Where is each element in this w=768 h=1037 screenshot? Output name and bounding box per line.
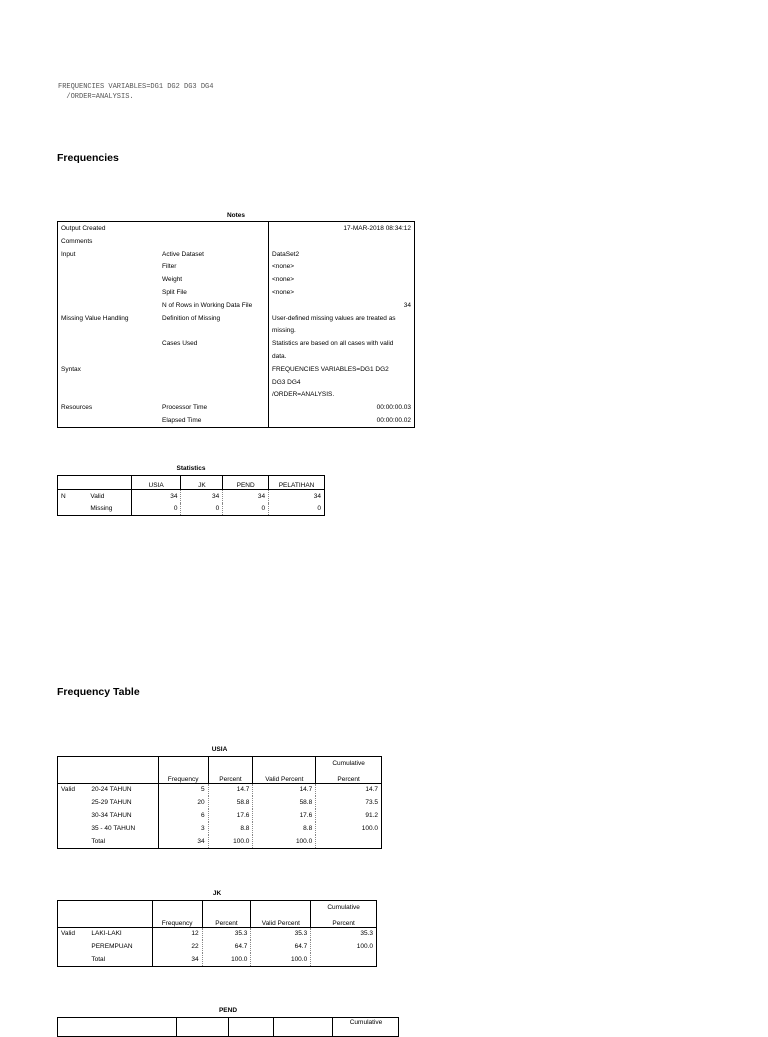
notes-row-value: <none> <box>272 276 295 284</box>
cell-percent: 17.6 <box>208 809 253 822</box>
row-label: 25-29 TAHUN <box>88 796 158 809</box>
jk-table <box>57 900 377 967</box>
col-header-valid-percent: Valid Percent <box>251 901 311 928</box>
notes-table <box>57 221 415 428</box>
stat-col-header: PEND <box>223 476 269 490</box>
cell-frequency: 34 <box>197 837 205 845</box>
table-row <box>58 940 377 953</box>
section-heading-frequency-table: Frequency Table <box>57 686 140 698</box>
cell-value: 0 <box>269 503 325 516</box>
cell-frequency: 6 <box>200 812 205 820</box>
cell-valid-percent: 58.8 <box>253 796 316 809</box>
cell-valid-percent: 64.7 <box>251 940 311 953</box>
syntax-line: FREQUENCIES VARIABLES=DG1 DG2 DG3 DG4 <box>58 83 214 91</box>
pend-title: PEND <box>218 1007 238 1014</box>
cell-percent: 100.0 <box>202 953 251 966</box>
notes-row-sublabel: Active Dataset <box>162 250 204 258</box>
col-header-frequency: Frequency <box>152 901 202 928</box>
cell-frequency: 5 <box>200 786 205 794</box>
notes-row-label: Output Created <box>61 225 106 232</box>
pend-table <box>57 1017 399 1037</box>
cell-cumulative-percent: 14.7 <box>316 783 382 796</box>
cell-frequency: 12 <box>191 930 199 938</box>
row-group: Valid <box>61 930 75 938</box>
notes-row-sublabel: Cases Used <box>162 340 198 348</box>
statistics-title: Statistics <box>176 465 206 472</box>
row-group <box>58 809 89 822</box>
cell-value: 0 <box>181 503 223 516</box>
col-header-cumulative: Cumulative <box>316 757 382 770</box>
table-row <box>58 783 382 796</box>
col-header-percent: Percent <box>202 901 251 928</box>
cell-valid-percent: 17.6 <box>253 809 316 822</box>
cell-value: 34 <box>181 489 223 502</box>
notes-row-sublabel: Split File <box>162 289 187 296</box>
row-label: 20-24 TAHUN <box>88 783 158 796</box>
notes-row-sublabel: N of Rows in Working Data File <box>162 301 253 309</box>
row-group <box>58 503 88 516</box>
row-group <box>58 822 89 835</box>
cell-cumulative-percent: 35.3 <box>311 927 377 940</box>
notes-row-value: 00:00:00.03 <box>376 404 411 412</box>
cell-valid-percent: 100.0 <box>253 835 316 848</box>
stat-col-header: USIA <box>131 476 181 490</box>
notes-title: Notes <box>226 212 246 219</box>
row-label: LAKI-LAKI <box>88 927 152 940</box>
col-header-valid-percent: Valid Percent <box>253 757 316 784</box>
notes-row-value: DataSet2 <box>272 250 300 258</box>
notes-row-value: Statistics are based on all cases with valid <box>272 340 394 348</box>
cell-cumulative-percent <box>311 953 377 966</box>
cell-frequency: 34 <box>191 956 199 964</box>
cell-value: 34 <box>223 489 269 502</box>
notes-row-label: Comments <box>61 237 93 245</box>
cell-percent: 64.7 <box>202 940 251 953</box>
notes-row-value: data. <box>272 353 287 360</box>
table-row <box>58 489 325 502</box>
notes-row-sublabel: Definition of Missing <box>162 314 221 322</box>
cell-cumulative-percent: 91.2 <box>316 809 382 822</box>
table-row <box>58 927 377 940</box>
syntax-block <box>58 82 213 102</box>
col-header-frequency: Frequency <box>158 757 208 784</box>
notes-row-value: DG3 DG4 <box>272 378 301 386</box>
notes-row-value: 34 <box>403 301 411 309</box>
cell-cumulative-percent: 100.0 <box>311 940 377 953</box>
notes-row-sublabel: Elapsed Time <box>162 417 202 424</box>
row-label: Total <box>88 835 158 848</box>
row-group <box>58 940 89 953</box>
cell-percent: 35.3 <box>202 927 251 940</box>
cell-percent: 100.0 <box>208 835 253 848</box>
cell-value: 34 <box>269 489 325 502</box>
notes-row-value: missing. <box>272 327 296 335</box>
col-header-percent: Percent <box>208 757 253 784</box>
statistics-table <box>57 475 325 516</box>
cell-cumulative-percent: 100.0 <box>316 822 382 835</box>
row-label: Total <box>88 953 152 966</box>
section-heading-frequencies: Frequencies <box>57 152 119 164</box>
row-label: Missing <box>87 503 131 516</box>
row-label: 35 - 40 TAHUN <box>88 822 158 835</box>
row-label: Valid <box>87 489 131 502</box>
col-header-cumulative-percent: Percent <box>311 914 377 927</box>
notes-row-value: /ORDER=ANALYSIS. <box>272 391 335 399</box>
cell-valid-percent: 14.7 <box>253 783 316 796</box>
jk-title: JK <box>212 890 222 897</box>
notes-row-label: Input <box>61 250 76 258</box>
cell-value: 0 <box>173 505 178 513</box>
notes-row-value: 17-MAR-2018 08:34:12 <box>343 225 411 232</box>
stat-col-header: PELATIHAN <box>269 476 325 490</box>
notes-row-value: <none> <box>272 289 295 296</box>
syntax-line: /ORDER=ANALYSIS. <box>58 93 134 101</box>
stat-col-header: JK <box>181 476 223 490</box>
notes-row-sublabel: Filter <box>162 263 177 271</box>
cell-percent: 58.8 <box>208 796 253 809</box>
row-group: N <box>61 492 66 500</box>
cell-percent: 8.8 <box>208 822 253 835</box>
cell-value: 34 <box>170 492 178 500</box>
cell-cumulative-percent <box>316 835 382 848</box>
notes-row-sublabel: Processor Time <box>162 404 208 412</box>
table-row <box>58 953 377 966</box>
notes-row-label: Missing Value Handling <box>61 314 129 322</box>
usia-table <box>57 756 382 849</box>
col-header-cumulative: Cumulative <box>311 901 377 914</box>
table-row <box>58 503 325 516</box>
row-group <box>58 796 89 809</box>
cell-frequency: 20 <box>197 799 205 807</box>
cell-frequency: 22 <box>191 943 199 951</box>
row-label: 30-34 TAHUN <box>88 809 158 822</box>
notes-row-label: Syntax <box>61 365 81 373</box>
notes-row-value: <none> <box>272 263 295 271</box>
table-row <box>58 809 382 822</box>
notes-row-value: FREQUENCIES VARIABLES=DG1 DG2 <box>272 365 389 373</box>
row-group <box>58 953 89 966</box>
notes-row-sublabel: Weight <box>162 276 183 284</box>
cell-value: 0 <box>223 503 269 516</box>
row-group: Valid <box>61 786 75 794</box>
usia-title: USIA <box>211 746 228 753</box>
cell-valid-percent: 35.3 <box>251 927 311 940</box>
cell-valid-percent: 8.8 <box>253 822 316 835</box>
col-header-cumulative-percent: Percent <box>316 770 382 783</box>
notes-row-value: User-defined missing values are treated as <box>272 314 396 322</box>
cell-valid-percent: 100.0 <box>251 953 311 966</box>
cell-percent: 14.7 <box>208 783 253 796</box>
table-row <box>58 822 382 835</box>
table-row <box>58 835 382 848</box>
col-header-cumulative: Cumulative <box>349 1019 383 1026</box>
table-row <box>58 796 382 809</box>
row-group <box>58 835 89 848</box>
notes-row-label: Resources <box>61 404 93 412</box>
notes-row-value: 00:00:00.02 <box>376 417 411 424</box>
row-label: PEREMPUAN <box>88 940 152 953</box>
cell-frequency: 3 <box>200 824 205 832</box>
cell-cumulative-percent: 73.5 <box>316 796 382 809</box>
